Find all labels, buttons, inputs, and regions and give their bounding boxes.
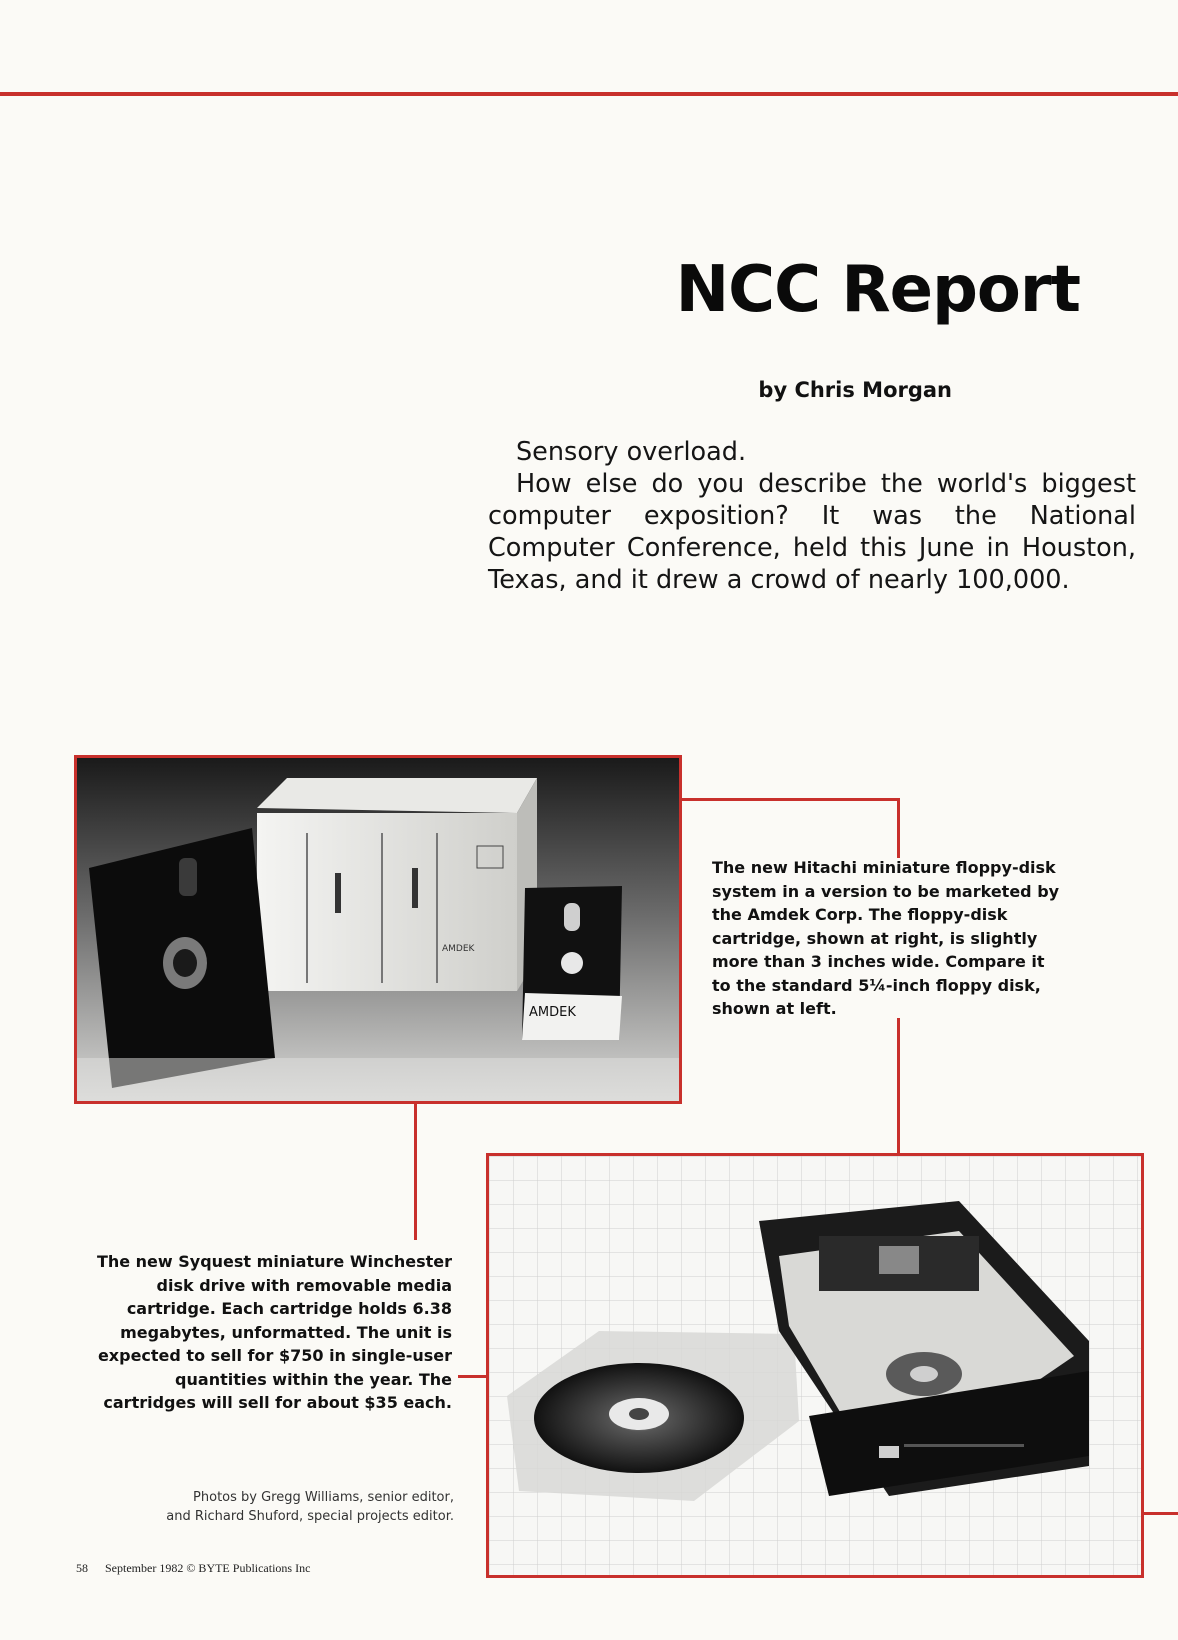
page-number: 58	[76, 1561, 88, 1575]
connector-rule-right-upper	[897, 798, 900, 858]
photo-credits	[120, 1488, 454, 1526]
connector-rule-right-lower	[897, 1018, 900, 1154]
photo-amdek-floppy	[74, 755, 682, 1104]
top-rule	[0, 92, 1178, 96]
connector-rule-left	[414, 1100, 417, 1240]
photo-credits-line: and Richard Shuford, special projects editor.	[166, 1509, 454, 1524]
article-byline: by Chris Morgan	[758, 378, 952, 402]
photo-syquest-illustration	[489, 1156, 1141, 1575]
intro-paragraph: Sensory overload.	[516, 437, 747, 467]
drive-brand-label: AMDEK	[442, 944, 475, 954]
article-title: NCC Report	[675, 253, 1080, 327]
article-intro	[488, 436, 1136, 596]
caption-syquest-drive: The new Syquest miniature Winchester disk drive with removable media cartridge. Each cartridge holds 6.38 megabytes, unformatted. The unit is expected to sell for $750 in single-user quantities within the year. The cartridges will sell for about $35 each.	[96, 1252, 452, 1412]
connector-rule-bottom-right	[1140, 1512, 1178, 1515]
issue-line: September 1982 © BYTE Publications Inc	[105, 1561, 311, 1575]
intro-paragraph: How else do you describe the world's biggest computer exposition? It was the National Computer Conference, held this June in Houston, Texas, and it drew a crowd of nearly 100,000.	[488, 469, 1136, 595]
caption-amdek-floppy: The new Hitachi miniature floppy-disk system in a version to be marketed by the Amdek Corp. The floppy-disk cartridge, shown at right, is slightly more than 3 inches wide. Compare it to the standard 5¼-inch floppy disk, shown at left.	[712, 858, 1060, 1018]
page-footer	[76, 1561, 324, 1576]
photo-syquest-drive	[486, 1153, 1144, 1578]
photo-amdek-illustration	[77, 758, 679, 1101]
connector-rule-left-tick	[458, 1375, 488, 1378]
connector-rule-top	[680, 798, 900, 801]
cartridge-brand-label: AMDEK	[529, 1005, 576, 1020]
photo-credits-line: Photos by Gregg Williams, senior editor,	[193, 1490, 454, 1505]
